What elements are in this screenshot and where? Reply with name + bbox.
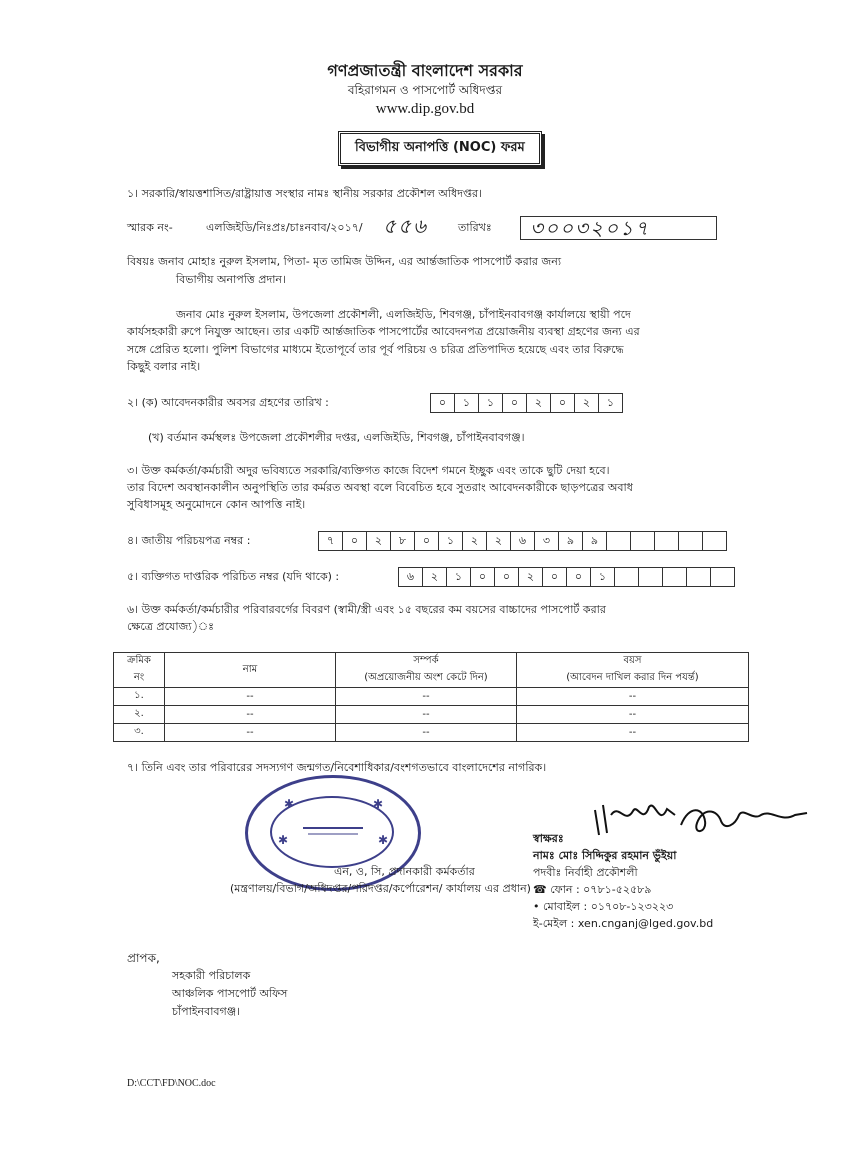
signatory-designation: পদবীঃ নির্বাহী প্রকৌশলী <box>533 866 638 879</box>
retirement-date-boxes <box>430 393 623 413</box>
svg-text:✱: ✱ <box>278 833 289 847</box>
item-6-line-2: ক্ষেত্রে প্রযোজ্য)ঃ <box>127 620 215 633</box>
body-line-2: কার্যসহকারী রুপে নিযুক্ত আছেন। তার একটি আর্ন্তজাতিক পাসপোর্টের আবেদনপত্র প্রয়োজনীয় ব্যবস্থা গ্রহণের জন্য এর <box>127 325 640 338</box>
row-relation: -- <box>336 688 517 706</box>
memo-label: স্মারক নং- <box>127 221 173 234</box>
digit-box: ৯ <box>583 532 607 550</box>
item-3-line-1: ৩। উক্ত কর্মকর্তা/কর্মচারী অদুর ভবিষ্যতে সরকারি/ব্যক্তিগত কাজে বিদেশ গমনে ইচ্ছুক এবং তাকে ছুটি দেয়া হবে। <box>127 464 610 477</box>
digit-box: ২ <box>487 532 511 550</box>
digit-box: ১ <box>591 568 615 586</box>
header-serial-line-2: নং <box>133 672 145 683</box>
digit-box <box>663 568 687 586</box>
table-row <box>114 688 749 706</box>
official-id-boxes <box>398 567 735 587</box>
item-6-line-1: ৬। উক্ত কর্মকর্তা/কর্মচারীর পরিবারবর্গের বিবরণ (স্বামী/স্ত্রী এবং ১৫ বছরের কম বয়সের বাচ্চাদের পাসপোর্ট করার <box>127 603 606 616</box>
digit-box: ১ <box>439 532 463 550</box>
digit-box: ০ <box>551 394 575 412</box>
digit-box: ২ <box>463 532 487 550</box>
table-row <box>114 724 749 742</box>
form-title: বিভাগীয় অনাপত্তি (NOC) ফরম <box>338 131 542 166</box>
digit-box <box>615 568 639 586</box>
digit-box <box>655 532 679 550</box>
item-4-label: ৪। জাতীয় পরিচয়পত্র নম্বর : <box>127 534 251 547</box>
table-row <box>114 706 749 724</box>
digit-box <box>711 568 734 586</box>
header-name: নাম <box>165 653 336 688</box>
digit-box <box>607 532 631 550</box>
body-line-1: জনাব মোঃ নুরুল ইসলাম, উপজেলা প্রকৌশলী, এলজিইডি, শিবগঞ্জ, চাঁপাইনবাবগঞ্জ কার্যালয়ে স্থায়ী পদে <box>176 308 631 321</box>
item-2b-workplace: (খ) বর্তমান কর্মস্থলঃ উপজেলা প্রকৌশলীর দপ্তর, এলজিইডি, শিবগঞ্জ, চাঁপাইনবাবগঞ্জ। <box>148 431 525 444</box>
digit-box: ৮ <box>391 532 415 550</box>
signature-label: স্বাক্ষরঃ <box>533 832 564 845</box>
row-serial: ২. <box>114 706 165 724</box>
row-age: -- <box>517 724 749 742</box>
digit-box: ০ <box>567 568 591 586</box>
noc-officer-line-2: (মন্ত্রণালয়/বিভাগ/অধিদপ্তর/পরিদপ্তর/কর্পোরেশন/ কার্যালয় এর প্রধান) <box>230 882 531 895</box>
website-url: www.dip.gov.bd <box>375 101 475 117</box>
digit-box: ০ <box>495 568 519 586</box>
digit-box: ০ <box>503 394 527 412</box>
item-3-line-3: সুবিধাসমূহ অনুমোদনে কোন আপত্তি নাই। <box>127 498 306 511</box>
mobile-text: মোবাইল : ০১৭০৮-১২৩২২৩ <box>543 900 674 913</box>
digit-box: ২ <box>575 394 599 412</box>
digit-box: ৯ <box>559 532 583 550</box>
document-path: D:\CCT\FD\NOC.doc <box>127 1078 216 1089</box>
body-line-3: সঙ্গে প্রেরিত হলো। পুলিশ বিভাগের মাধ্যমে ইতোপূর্বে তার পূর্ব পরিচয় ও চরিত্র প্রতিপাদিত হয়েছে এবং তার বিরুদ্ধে <box>127 343 624 356</box>
memo-hand-number: ৫৫৬ <box>383 214 428 238</box>
svg-text:✱: ✱ <box>284 797 295 811</box>
row-name: -- <box>165 724 336 742</box>
digit-box: ০ <box>343 532 367 550</box>
signatory-phone <box>533 881 713 898</box>
signatory-mobile <box>533 898 713 915</box>
item-2a-label: ২। (ক) আবেদনকারীর অবসর গ্রহণের তারিখ : <box>127 396 329 409</box>
digit-box <box>631 532 655 550</box>
item-7-citizenship: ৭। তিনি এবং তার পরিবারের সদস্যগণ জন্মগত/নিবেশাধিকার/বংশগতভাবে বাংলাদেশের নাগরিক। <box>127 761 547 774</box>
recipient-label: প্রাপক, <box>127 951 160 965</box>
memo-number: এলজিইডি/নিঃপ্রঃ/চাঃনবাব/২০১৭/ <box>206 221 363 234</box>
digit-box: ২ <box>527 394 551 412</box>
header-age-line-2: (আবেদন দাখিল করার দিন পযর্ন্ত) <box>566 672 699 683</box>
row-age: -- <box>517 706 749 724</box>
signatory-email: ই-মেইল : xen.cnganj@lged.gov.bd <box>533 917 714 930</box>
digit-box: ০ <box>415 532 439 550</box>
digit-box <box>679 532 703 550</box>
digit-box: ৬ <box>511 532 535 550</box>
row-name: -- <box>165 688 336 706</box>
header-relation-line-2: (অপ্রয়োজনীয় অংশ কেটে দিন) <box>364 672 488 683</box>
date-label: তারিখঃ <box>458 221 492 234</box>
memo-hand-date: ৩০০৩২০১৭ <box>530 216 651 240</box>
item-1-organization: ১। সরকারি/স্বায়ত্তশাসিত/রাষ্ট্রায়াত্ত সংস্থার নামঃ স্থানীয় সরকার প্রকৌশল অধিদপ্তর। <box>127 187 482 200</box>
digit-box: ২ <box>519 568 543 586</box>
item-3-line-2: তার বিদেশ অবস্থানকালীন অনুপস্থিতি তার কর্মরত অবস্থা বলে বিবেচিত হবে সুতরাং আবেদনকারীকে ছাড়পত্রের অবাধ <box>127 481 633 494</box>
subject-line-1: বিষয়ঃ জনাব মোহাঃ নুরুল ইসলাম, পিতা- মৃত তামিজ উদ্দিন, এর আর্ন্তজাতিক পাসপোর্ট করার জন্য <box>127 255 562 268</box>
row-relation: -- <box>336 706 517 724</box>
digit-box: ৬ <box>399 568 423 586</box>
recipient-line-2: আঞ্চলিক পাসপোর্ট অফিস <box>172 987 288 1000</box>
phone-icon: ☎ <box>533 883 551 896</box>
digit-box: ০ <box>471 568 495 586</box>
header-age <box>517 653 749 688</box>
digit-box: ০ <box>543 568 567 586</box>
digit-box: ১ <box>479 394 503 412</box>
row-serial: ১. <box>114 688 165 706</box>
subject-line-2: বিভাগীয় অনাপত্তি প্রদান। <box>176 273 286 286</box>
body-line-4: কিছুই বলার নাই। <box>127 360 201 373</box>
nid-number-boxes <box>318 531 727 551</box>
digit-box <box>639 568 663 586</box>
noc-officer-line-1: এন, ও, সি, প্রদানকারী কর্মকর্তার <box>334 865 475 878</box>
signatory-block <box>533 830 713 932</box>
item-5-label: ৫। ব্যক্তিগত দাপ্তরিক পরিচিত নম্বর (যদি থাকে) : <box>127 570 340 583</box>
family-table <box>113 652 749 742</box>
digit-box: ১ <box>606 396 615 409</box>
header-age-line-1: বয়স <box>623 655 642 666</box>
header-relation-line-1: সম্পর্ক <box>413 655 439 666</box>
digit-box: ০ <box>431 394 455 412</box>
svg-text:✱: ✱ <box>373 797 384 811</box>
digit-box <box>687 568 711 586</box>
row-name: -- <box>165 706 336 724</box>
row-relation: -- <box>336 724 517 742</box>
recipient-line-3: চাঁপাইনবাবগঞ্জ। <box>172 1005 241 1018</box>
department-name: বহিরাগমন ও পাসপোর্ট অধিদপ্তর <box>347 83 503 97</box>
digit-box: ২ <box>367 532 391 550</box>
mobile-icon: • <box>533 900 543 913</box>
phone-text: ফোন : ০৭৮১-৫২৫৮৯ <box>550 883 652 896</box>
svg-text:✱: ✱ <box>378 833 389 847</box>
header-relation <box>336 653 517 688</box>
govt-title: গণপ্রজাতন্ত্রী বাংলাদেশ সরকার <box>327 61 523 80</box>
digit-box: ৭ <box>319 532 343 550</box>
digit-box: ১ <box>447 568 471 586</box>
recipient-line-1: সহকারী পরিচালক <box>172 969 251 982</box>
row-serial: ৩. <box>114 724 165 742</box>
row-age: -- <box>517 688 749 706</box>
digit-box: ১ <box>455 394 479 412</box>
digit-box: ২ <box>423 568 447 586</box>
signatory-name: নামঃ মোঃ সিদ্দিকুর রহমান ভুঁইয়া <box>533 849 677 862</box>
header-serial <box>114 653 165 688</box>
family-table-header <box>114 653 749 688</box>
digit-box <box>703 532 726 550</box>
header-serial-line-1: ক্রমিক <box>127 655 151 666</box>
digit-box: ৩ <box>535 532 559 550</box>
